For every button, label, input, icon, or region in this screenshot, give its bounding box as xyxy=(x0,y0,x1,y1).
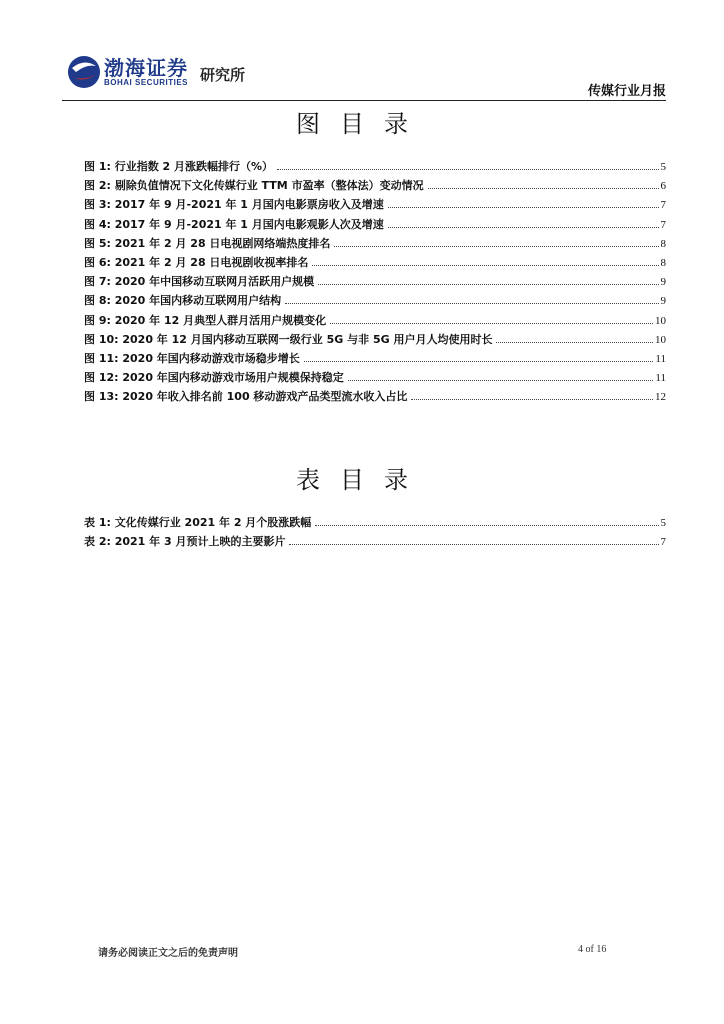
table-toc-entry-page: 7 xyxy=(660,536,666,549)
figure-toc-entry[interactable] xyxy=(84,292,666,311)
figure-toc-entry[interactable] xyxy=(84,369,666,388)
figure-toc-entry-label: 图 10: 2020 年 12 月国内移动互联网一级行业 5G 与非 5G 用户月人均使用时长 xyxy=(84,332,493,346)
figure-toc-entry[interactable] xyxy=(84,312,666,331)
figure-toc-entry[interactable] xyxy=(84,331,666,350)
dot-leader xyxy=(428,188,659,189)
figure-toc-entry-page: 11 xyxy=(655,372,666,385)
figure-toc-entry-page: 5 xyxy=(660,161,666,173)
figure-toc-entry-page: 11 xyxy=(655,352,666,365)
figure-toc-entry[interactable] xyxy=(84,196,666,215)
table-toc-entry[interactable] xyxy=(84,533,666,552)
table-toc-entry[interactable] xyxy=(84,514,666,533)
dot-leader xyxy=(348,380,654,381)
dot-leader xyxy=(318,284,658,285)
figure-toc-entry-page: 10 xyxy=(655,333,666,346)
figure-toc-entry[interactable] xyxy=(84,216,666,235)
dot-leader xyxy=(277,169,658,170)
dot-leader xyxy=(312,265,658,266)
header-divider xyxy=(62,100,666,101)
figure-toc-entry-label: 图 2: 剔除负值情况下文化传媒行业 TTM 市盈率（整体法）变动情况 xyxy=(84,179,424,193)
figure-toc-entry[interactable] xyxy=(84,273,666,292)
figure-toc-entry[interactable] xyxy=(84,388,666,407)
figure-toc-entry-page: 8 xyxy=(660,237,666,250)
figure-toc-entry-label: 图 13: 2020 年收入排名前 100 移动游戏产品类型流水收入占比 xyxy=(84,390,408,404)
dot-leader xyxy=(330,323,653,324)
figure-toc-entry-page: 7 xyxy=(660,199,666,212)
figure-toc-entry[interactable] xyxy=(84,235,666,254)
institute-name: 研究所 xyxy=(200,66,246,84)
table-toc-entry-label: 表 1: 文化传媒行业 2021 年 2 月个股涨跌幅 xyxy=(84,516,312,529)
figure-toc-entry-label: 图 3: 2017 年 9 月-2021 年 1 月国内电影票房收入及增速 xyxy=(84,198,384,212)
figure-toc-entry-label: 图 7: 2020 年中国移动互联网月活跃用户规模 xyxy=(84,275,315,289)
figure-toc-entry-page: 12 xyxy=(655,391,666,404)
figure-toc-entry-label: 图 5: 2021 年 2 月 28 日电视剧网络端热度排名 xyxy=(84,236,331,250)
dot-leader xyxy=(315,525,658,526)
logo-text-cn: 渤海证券 xyxy=(104,56,188,80)
report-type: 传媒行业月报 xyxy=(587,84,666,99)
figure-toc-entry-label: 图 6: 2021 年 2 月 28 日电视剧收视率排名 xyxy=(84,255,309,269)
dot-leader xyxy=(289,544,658,545)
dot-leader xyxy=(285,303,658,304)
figure-toc-entry-label: 图 9: 2020 年 12 月典型人群月活用户规模变化 xyxy=(84,313,327,327)
figure-toc-entry-label: 图 8: 2020 年国内移动互联网用户结构 xyxy=(84,294,282,308)
table-toc-entry-page: 5 xyxy=(660,517,666,529)
figures-toc-title: 图目录 xyxy=(296,110,428,138)
figure-toc-entry-label: 图 12: 2020 年国内移动游戏市场用户规模保持稳定 xyxy=(84,371,344,385)
table-toc-entry-label: 表 2: 2021 年 3 月预计上映的主要影片 xyxy=(84,535,286,549)
dot-leader xyxy=(388,207,659,208)
figure-toc-entry-label: 图 11: 2020 年国内移动游戏市场稳步增长 xyxy=(84,351,300,365)
figure-toc-entry-label: 图 1: 行业指数 2 月涨跌幅排行（%） xyxy=(84,160,274,173)
figure-toc-entry[interactable] xyxy=(84,158,666,177)
figure-toc-entry-page: 8 xyxy=(660,256,666,269)
page-number: 4 of 16 xyxy=(578,944,607,955)
footer-disclaimer: 请务必阅读正文之后的免责声明 xyxy=(98,948,238,959)
dot-leader xyxy=(304,361,654,362)
page-header xyxy=(62,48,666,100)
logo-text-en: BOHAI SECURITIES xyxy=(104,78,189,87)
bohai-logo-icon xyxy=(66,54,102,90)
tables-toc-list xyxy=(84,514,666,552)
dot-leader xyxy=(334,246,658,247)
figure-toc-entry-label: 图 4: 2017 年 9 月-2021 年 1 月国内电影观影人次及增速 xyxy=(84,217,384,231)
figure-toc-entry[interactable] xyxy=(84,254,666,273)
figure-toc-entry-page: 7 xyxy=(660,218,666,231)
figure-toc-entry-page: 10 xyxy=(655,314,666,327)
dot-leader xyxy=(496,342,653,343)
figure-toc-entry[interactable] xyxy=(84,177,666,196)
figure-toc-entry-page: 6 xyxy=(660,180,666,193)
dot-leader xyxy=(411,399,653,400)
figure-toc-entry-page: 9 xyxy=(660,295,666,308)
figures-toc-list xyxy=(84,158,666,407)
figure-toc-entry-page: 9 xyxy=(660,276,666,289)
figure-toc-entry[interactable] xyxy=(84,350,666,369)
dot-leader xyxy=(388,227,659,228)
tables-toc-title: 表目录 xyxy=(296,466,428,494)
